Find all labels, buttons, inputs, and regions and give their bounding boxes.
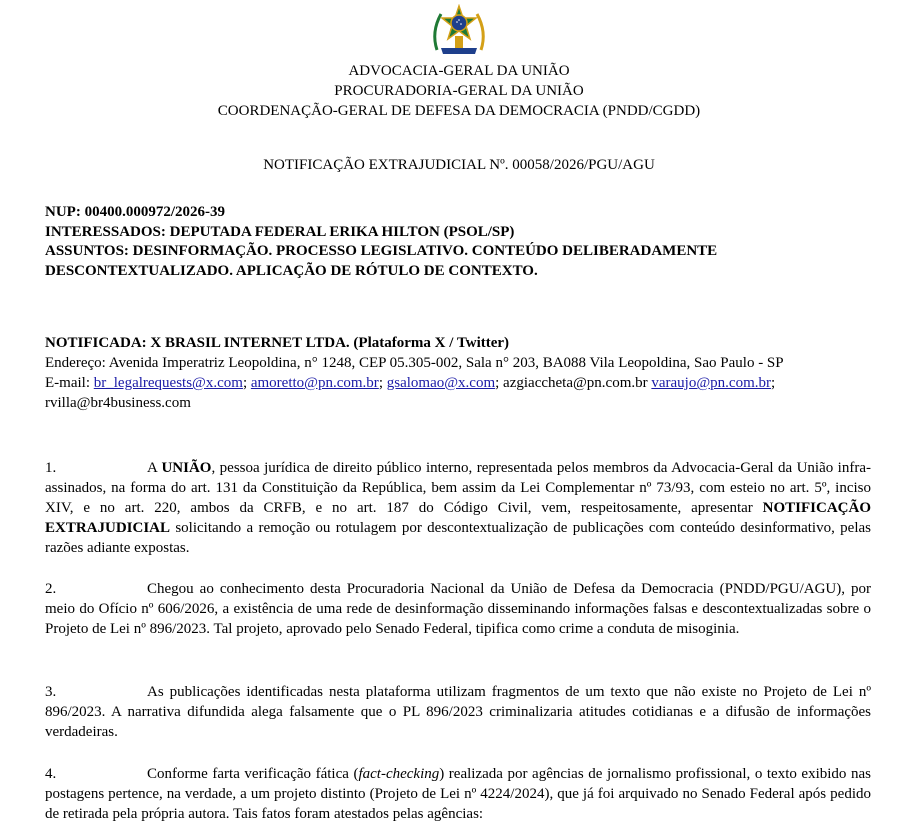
email-link[interactable]: amoretto@pn.com.br: [250, 375, 379, 391]
email-text: rvilla@br4business.com: [45, 395, 191, 411]
brazil-coat-of-arms-icon: [427, 4, 491, 60]
email-text: azgiaccheta@pn.com.br: [503, 375, 648, 391]
email-link[interactable]: gsalomao@x.com: [386, 375, 496, 391]
case-metadata: [45, 203, 875, 281]
header-line-pgu: PROCURADORIA-GERAL DA UNIÃO: [334, 83, 584, 99]
email-label: E-mail:: [45, 375, 90, 391]
paragraph-1: 1. A UNIÃO, pessoa jurídica de direito público interno, representada pelos membros da Advocacia-Geral da União infra-assinados, na forma do art. 131 da Constituição da República, bem assim da Lei Complementar nº 73/93, com esteio no art. 5º, inciso XIV, e no art. 220, ambos da CRFB, e no art. 187 do Código Civil, vem, respeitosamente, apresentar NOTIFICAÇÃO EXTRAJUDICIAL solicitando a remoção ou rotulagem por descontextualização de publicações com conteúdo desinformativo, pelas razões adiante expostas.: [45, 460, 871, 556]
email-link[interactable]: varaujo@pn.com.br: [651, 375, 771, 391]
notification-title: NOTIFICAÇÃO EXTRAJUDICIAL Nº. 00058/2026/PGU/AGU: [263, 157, 655, 173]
interessados-line: INTERESSADOS: DEPUTADA FEDERAL ERIKA HILTON (PSOL/SP): [45, 223, 515, 240]
notified-name: NOTIFICADA: X BRASIL INTERNET LTDA. (Plataforma X / Twitter): [45, 335, 510, 351]
header-line-agu: ADVOCACIA-GERAL DA UNIÃO: [348, 63, 570, 79]
paragraph-number: 2.: [45, 581, 57, 597]
paragraph-3: 3. As publicações identificadas nesta plataforma utilizam fragmentos de um texto que não existe no Projeto de Lei nº 896/2023. A narrativa difundida alega falsamente que o PL 896/2023 criminalizaria atitudes cotidianas e a difusão de informações verdadeiras.: [45, 684, 871, 740]
notified-party: [45, 333, 875, 413]
notified-emails: E-mail: br_legalrequests@x.com; amoretto@pn.com.br; gsalomao@x.com; azgiaccheta@pn.com.br varaujo@pn.com.br; rvilla@br4business.com: [45, 375, 776, 411]
paragraph-number: 4.: [45, 766, 57, 782]
paragraph-number: 1.: [45, 460, 57, 476]
notified-address: Endereço: Avenida Imperatriz Leopoldina, n° 1248, CEP 05.305-002, Sala n° 203, BA088 Vila Leopoldina, Sao Paulo - SP: [45, 355, 784, 371]
assuntos-line: ASSUNTOS: DESINFORMAÇÃO. PROCESSO LEGISLATIVO. CONTEÚDO DELIBERADAMENTE DESCONTEXTUALIZADO. APLICAÇÃO DE RÓTULO DE CONTEXTO.: [45, 243, 718, 279]
document-header: [0, 61, 918, 121]
paragraph-2: 2. Chegou ao conhecimento desta Procuradoria Nacional da União de Defesa da Democracia (PNDD/PGU/AGU), por meio do Ofício nº 606/2026, a existência de uma rede de desinformação disseminando informações falsas e descontextualizadas sobre o Projeto de Lei nº 896/2023. Tal projeto, aprovado pelo Senado Federal, tipifica como crime a conduta de misoginia.: [45, 581, 871, 637]
nup-line: NUP: 00400.000972/2026-39: [45, 204, 225, 220]
email-link[interactable]: br_legalrequests@x.com: [93, 375, 243, 391]
paragraph-4: 4. Conforme farta verificação fática (fact-checking) realizada por agências de jornalismo profissional, o texto exibido nas postagens pertence, na verdade, a um projeto distinto (Projeto de Lei nº 4224/2024), que já foi arquivado no Senado Federal após pedido de retirada pela própria autora. Tais fatos foram atestados pelas agências:: [45, 766, 871, 822]
paragraph-number: 3.: [45, 684, 57, 700]
header-line-cgdd: COORDENAÇÃO-GERAL DE DEFESA DA DEMOCRACIA (PNDD/CGDD): [217, 103, 701, 119]
